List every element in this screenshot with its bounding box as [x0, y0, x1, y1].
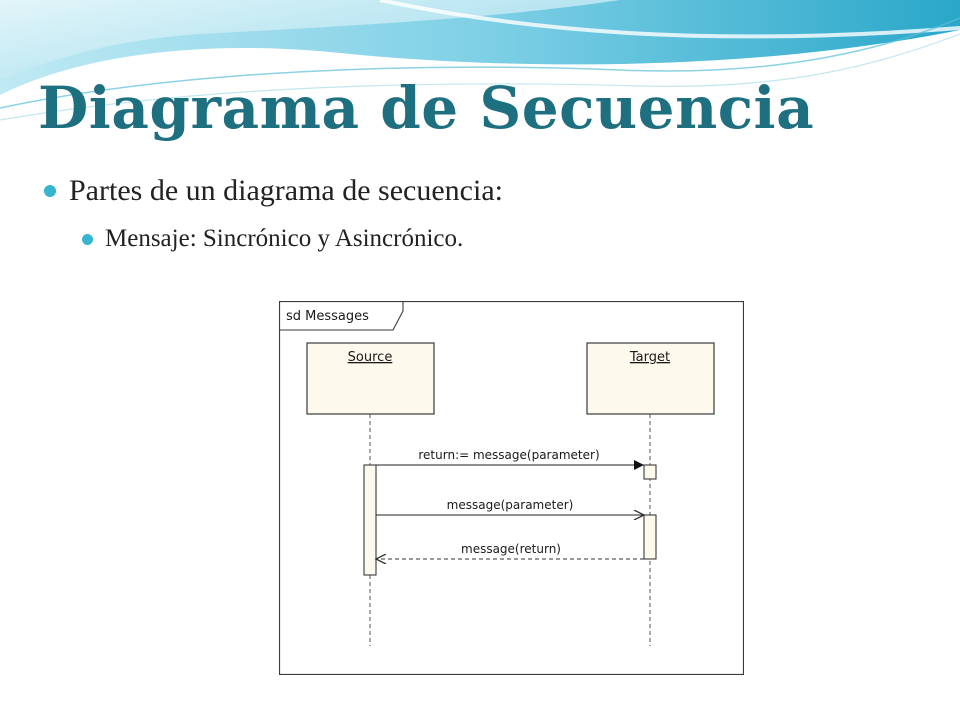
activation-target-2: [644, 515, 656, 559]
bullet-text: Mensaje: Sincrónico y Asincrónico.: [105, 225, 464, 252]
sequence-diagram: [279, 301, 744, 675]
lifeline-name-source: Source: [347, 350, 393, 365]
bullet-level-2: [82, 225, 463, 253]
lifeline-name-target: Target: [629, 350, 671, 365]
slide-title: Diagrama de Secuencia: [38, 74, 815, 142]
message-label-reply: message(return): [461, 542, 561, 556]
bullet-dot-icon: [82, 234, 93, 245]
activation-target-1: [644, 465, 656, 479]
activation-source: [364, 465, 376, 575]
bullet-text: Partes de un diagrama de secuencia:: [69, 174, 503, 207]
message-label-async: message(parameter): [446, 498, 574, 512]
message-label-sync: return:= message(parameter): [418, 448, 600, 462]
bullet-dot-icon: [44, 185, 56, 197]
frame-label: sd Messages: [286, 309, 369, 324]
bullet-level-1: [44, 174, 503, 208]
